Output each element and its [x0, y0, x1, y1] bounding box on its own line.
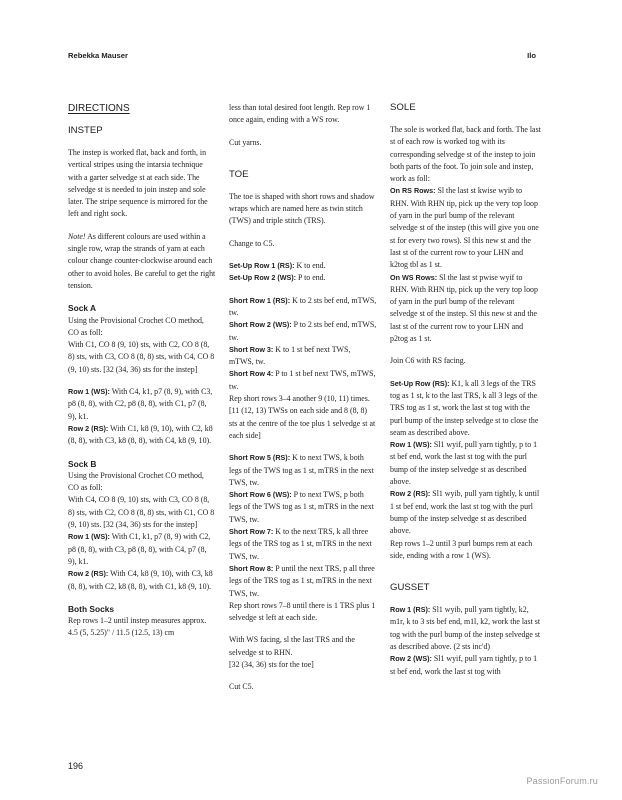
both-socks-heading: Both Socks — [68, 603, 115, 614]
row-text: K to the next TRS, k all three legs of the TRS tog as 1 st, mTRS in the next TWS, tw. — [229, 527, 372, 561]
sock-b-heading: Sock B — [68, 458, 97, 469]
sock-b-row-1 — [68, 531, 216, 568]
row-text: P to end. — [296, 273, 326, 283]
row-label: Row 1 (WS): — [68, 387, 110, 397]
column-2 — [229, 102, 377, 694]
row-text: Sl the last st pwise wyif to RHN. With RHN tip, pick up the very top loop of yarn in the purl bump of the relevant selvedge st of the instep. Sl this new st and the last st of the current row to your LHN and p2tog as 1 st. — [390, 272, 538, 344]
row-label: Short Row 4: — [229, 369, 274, 379]
short-row-4 — [229, 368, 377, 393]
row-label: Row 1 (RS): — [390, 605, 431, 615]
row-text: Sl1 wyib, pull yarn tightly, k until 1 st bef end, work the last st tog with the purl bump of the instep selvedge st as described above. — [390, 489, 540, 536]
row-label: Short Row 7: — [229, 527, 274, 537]
repeat-short-rows-7-8: Rep short rows 7–8 until there is 1 TRS plus 1 selvedge st left at each side. — [229, 600, 376, 623]
note-label: Note! — [68, 231, 86, 241]
column-3 — [390, 102, 542, 678]
row-label: Set-Up Row 1 (RS): — [229, 261, 295, 271]
row-text: With C4, k1, p7 (8, 9), with C3, p8 (8, 8), with C2, p8 (8, 8), with C1, p7 (8, 9), k1. — [68, 387, 213, 421]
sock-b-intro: Using the Provisional Crochet CO method, CO as foll: — [68, 470, 204, 493]
setup-row-2 — [229, 272, 377, 284]
gusset-row-2 — [390, 653, 542, 678]
row-text: K to end. — [294, 261, 326, 271]
instep-continued: less than total desired foot length. Rep row 1 once again, ending with a WS row. — [229, 103, 371, 125]
instep-paragraph: The instep is worked flat, back and forth, in vertical stripes using the intarsia technique with a garter selvedge st at each side. The selvedge st is needed to join instep and sole later. The stripe sequence is mirrored for the left and right sock. — [68, 148, 208, 219]
short-row-7 — [229, 526, 377, 563]
sock-b-row-2 — [68, 568, 216, 593]
row-label: Short Row 3: — [229, 344, 274, 354]
row-label: Short Row 1 (RS): — [229, 295, 291, 305]
sock-a-cast-on: With C1, CO 8 (9, 10) sts, with C2, CO 8 (8, 8) sts, with C3, CO 8 (8, 8) sts, with C4, CO 8 (9, 10) sts. [32 (34, 36) sts for the instep] — [68, 340, 215, 374]
sole-row-2 — [390, 488, 542, 537]
row-text: K to next TWS, k both legs of the TWS tog as 1 st, mTRS in the next TWS, tw. — [229, 453, 374, 487]
row-label: Row 1 (WS): — [68, 532, 110, 542]
cut-yarns: Cut yarns. — [229, 137, 262, 147]
both-socks-text: Rep rows 1–2 until instep measures approx. 4.5 (5, 5.25)" / 11.5 (12.5, 13) cm — [68, 616, 207, 638]
row-text: Sl1 wyif, pull yarn tightly, p to 1 st bef end, work the last st tog with — [390, 654, 538, 676]
sole-setup-row — [390, 378, 542, 439]
row-text: K to 1 st bef next TWS, mTWS, tw. — [229, 344, 351, 367]
row-text: P to next TWS, p both legs of the TWS tog as 1 st, mTRS in the next TWS, tw. — [229, 490, 374, 524]
row-text: P until the next TRS, p all three legs of the TRS tog as 1 st, mTRS in the next TWS, tw. — [229, 563, 375, 598]
row-label: Row 2 (RS): — [68, 423, 109, 433]
page-number: 196 — [68, 761, 84, 771]
row-label: Short Row 6 (WS): — [229, 490, 292, 500]
toe-stitch-count: [32 (34, 36) sts for the toe] — [229, 659, 314, 669]
row-label: Row 2 (WS): — [390, 654, 432, 664]
row-label: Set-Up Row (RS): — [390, 378, 450, 388]
row-text: With C1, k1, p7 (8, 9) with C2, p8 (8, 8), with C3, p8 (8, 8), with C4, p7 (8, 9), k1. — [68, 532, 211, 566]
row-label: Set-Up Row 2 (WS): — [229, 273, 297, 283]
column-1 — [68, 102, 216, 640]
instep-heading: INSTEP — [68, 125, 103, 136]
row-text: P to 1 st bef next TWS, mTWS, tw. — [229, 369, 376, 391]
row-text: Sl1 wyib, pull yarn tightly, k2, m1r, k to 3 sts bef end, m1l, k2, work the last st tog with the purl bump of the instep selvedge st as described above. (2 sts inc'd) — [390, 605, 541, 651]
short-row-3 — [229, 344, 377, 369]
short-row-8 — [229, 563, 377, 600]
row-text: P to 2 sts bef end, mTWS, tw. — [229, 320, 377, 342]
note-paragraph — [68, 231, 216, 292]
cut-c5: Cut C5. — [229, 682, 254, 692]
short-row-1 — [229, 295, 377, 320]
row-text: With C4, k8 (9, 10), with C3, k8 (8, 8), with C2, k8 (8, 8), with C1, k8 (9, 10). — [68, 569, 213, 591]
running-header-author: Rebekka Mauser — [68, 51, 128, 60]
gusset-row-1 — [390, 604, 542, 653]
row-label: On WS Rows: — [390, 272, 438, 282]
repeat-short-rows-3-4: Rep short rows 3–4 another 9 (10, 11) times. [11 (12, 13) TWSs on each side and 8 (8, 8) sts at the centre of the toe plus 1 selvedge st at each side] — [229, 394, 376, 440]
directions-heading: DIRECTIONS — [68, 103, 130, 114]
sole-heading: SOLE — [390, 102, 416, 113]
on-ws-rows — [390, 272, 542, 346]
sock-a-row-2 — [68, 423, 216, 448]
sock-a-heading: Sock A — [68, 303, 97, 314]
sock-a-intro: Using the Provisional Crochet CO method, CO as foll: — [68, 315, 204, 337]
row-text: K to 2 sts bef end, mTWS, tw. — [229, 295, 377, 317]
row-label: Row 2 (RS): — [68, 569, 109, 579]
sock-a-row-1 — [68, 386, 216, 423]
row-text: Sl the last st kwise wyib to RHN. With RHN tip, pick up the very top loop of yarn in the purl bump of the relevant selvedge st of the instep (this will give you one st for every two rows). Sl this new st and the last st of the current row to your LHN and k2tog tbl as 1 st. — [390, 186, 539, 270]
row-label: Row 1 (WS): — [390, 440, 432, 450]
short-row-6 — [229, 489, 377, 526]
running-header-title: Ilo — [527, 51, 536, 60]
join-c6: Join C6 with RS facing. — [390, 356, 466, 366]
watermark: PassionForum.ru — [526, 776, 598, 786]
ws-facing-instruction: With WS facing, sl the last TRS and the selvedge st to RHN. — [229, 635, 355, 657]
row-text: With C1, k8 (9, 10), with C2, k8 (8, 8), with C3, k8 (8, 8), with C4, k8 (9, 10). — [68, 423, 213, 446]
change-colour: Change to C5. — [229, 238, 275, 248]
note-text: As different colours are used within a single row, wrap the strands of yarn at each colour change counter-clockwise around each other to avoid holes. Be careful to get the right tension. — [68, 231, 216, 290]
toe-paragraph: The toe is shaped with short rows and shadow wraps which are named here as twin stitch (TWS) and triple stitch (TRS). — [229, 191, 375, 226]
sock-b-cast-on: With C4, CO 8 (9, 10) sts, with C3, CO 8 (8, 8) sts, with C2, CO 8 (8, 8) sts, with C1, CO 8 (9, 10) sts. [32 (34, 36) sts for the instep] — [68, 495, 215, 530]
row-label: Short Row 2 (WS): — [229, 320, 292, 330]
toe-heading: TOE — [229, 168, 249, 180]
row-label: Row 2 (RS): — [390, 489, 431, 499]
sole-repeat: Rep rows 1–2 until 3 purl bumps rem at each side, ending with a row 1 (WS). — [390, 538, 533, 560]
on-rs-rows — [390, 185, 542, 271]
setup-row-1 — [229, 260, 377, 272]
row-label: Short Row 8: — [229, 563, 274, 573]
short-row-2 — [229, 319, 377, 344]
row-label: On RS Rows: — [390, 186, 436, 196]
gusset-heading: GUSSET — [390, 582, 430, 594]
row-label: Short Row 5 (RS): — [229, 453, 291, 463]
sole-row-1 — [390, 439, 542, 488]
sole-paragraph: The sole is worked flat, back and forth. The last st of each row is worked tog with its corresponding selvedge st of the instep to join both parts of the foot. To join sole and instep, work as foll: — [390, 125, 541, 184]
row-text: Sl1 wyif, pull yarn tightly, p to 1 st bef end, work the last st tog with the purl bump of the instep selvedge st as described above. — [390, 440, 538, 487]
short-row-5 — [229, 452, 377, 489]
row-text: K1, k all 3 legs of the TRS tog as 1 st, k to the last TRS, k all 3 legs of the TRS tog as 1 st, work the last st tog with the purl bump of the instep selvedge st to close the seam as described above. — [390, 378, 539, 437]
